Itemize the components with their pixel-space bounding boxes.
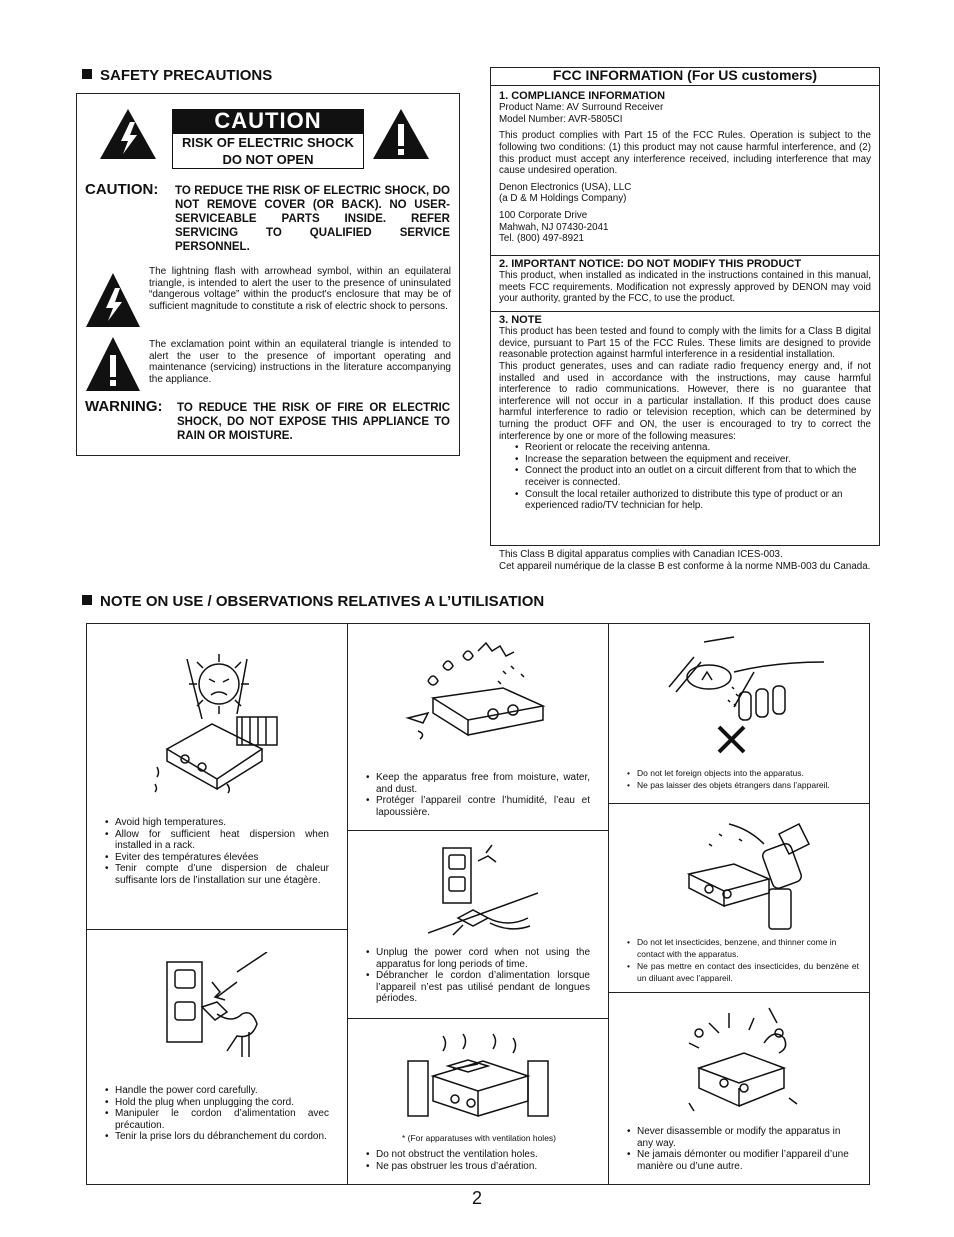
telephone: Tel. (800) 497-8921	[499, 233, 584, 245]
address-line1: 100 Corporate Drive	[499, 209, 588, 221]
heat-text: • Avoid high temperatures. • Allow for sufficient heat dispersion when installed in a rack. • Eviter des températures élevées • Tenir compte d’une dispersion de chaleur suffisante lors de l’installation sur une étagère.	[105, 817, 329, 887]
address-line2: Mahwah, NJ 07430-2041	[499, 221, 609, 233]
safety-heading: SAFETY PRECAUTIONS	[82, 67, 272, 84]
fcc-compliance-section	[491, 86, 879, 256]
exclamation-symbol-icon	[85, 336, 141, 392]
unplug-illustration	[428, 843, 538, 943]
fcc-notice-section	[491, 256, 879, 312]
warning-text: TO REDUCE THE RISK OF FIRE OR ELECTRIC SHOCK, DO NOT EXPOSE THIS APPLIANCE TO RAIN OR MOISTURE.	[177, 402, 450, 442]
caution-banner-subtitle: RISK OF ELECTRIC SHOCK DO NOT OPEN	[172, 133, 364, 169]
vent-text: • Do not obstruct the ventilation holes. • Ne pas obstruer les trous d’aération.	[366, 1149, 590, 1172]
disassemble-illustration	[669, 1003, 819, 1123]
power-cord-illustration	[157, 952, 277, 1062]
exclamation-description: The exclamation point within an equilateral triangle is intended to alert the user to the presence of important operating and maintenance (servicing) instructions in the literature accompanying the appliance.	[149, 339, 451, 385]
fcc-measure: • Connect the product into an outlet on a circuit different from that to which the receiver is connected.	[525, 465, 871, 488]
cord-text: • Handle the power cord carefully. • Hold the plug when unplugging the cord. • Manipuler le cordon d’alimentation avec précaution. • Tenir la prise lors du débranchement du cordon.	[105, 1085, 329, 1143]
note-disassemble-cell	[608, 992, 870, 1185]
product-name: Product Name: AV Surround Receiver	[499, 102, 664, 114]
fcc-s3-text1: This product has been tested and found to comply with the limits for a Class B digital device, pursuant to Part 15 of the FCC Rules. These limits are designed to provide reasonable protection against harmful interference in a residential installation.	[499, 326, 871, 361]
foreign-objects-illustration	[664, 632, 824, 757]
lightning-warning-icon	[99, 108, 157, 160]
fcc-measure: • Reorient or relocate the receiving antenna.	[525, 442, 871, 454]
note-chemical-cell	[608, 803, 870, 993]
canada-fr: Cet appareil numérique de la classe B est conforme à la norme NMB-003 du Canada.	[499, 560, 871, 572]
note-foreign-cell	[608, 623, 870, 804]
fcc-box	[490, 67, 880, 546]
caution-label: CAUTION:	[85, 181, 159, 198]
caution-banner-title: CAUTION	[172, 109, 364, 133]
fcc-note-section	[491, 312, 879, 512]
fcc-s1-title: 1. COMPLIANCE INFORMATION	[499, 89, 666, 102]
canada-compliance	[499, 549, 877, 572]
moisture-illustration	[403, 636, 553, 761]
insecticide-spray-illustration	[669, 814, 819, 932]
fcc-s1-text: This product complies with Part 15 of the FCC Rules. Operation is subject to the following two conditions: (1) this product may not cause harmful interference, and (2) this product must accept any interference received, including interference that may cause undesired operation.	[499, 130, 871, 177]
unplug-text: • Unplug the power cord when not using the apparatus for long periods of time. • Débrancher le cordon d’alimentation lorsque l’appareil n’est pas utilisé pendant de longues périodes.	[366, 947, 590, 1005]
lightning-symbol-icon	[85, 272, 141, 328]
moisture-text: • Keep the apparatus free from moisture, water, and dust. • Protéger l’appareil contre l’humidité, l’eau et lapoussière.	[366, 772, 590, 818]
lightning-description: The lightning flash with arrowhead symbol, within an equilateral triangle, is intended to alert the user to the presence of uninsulated “dangerous voltage” within the product's enclosure that may be of sufficient magnitude to constitute a risk of electric shock to persons.	[149, 266, 451, 312]
notes-heading: NOTE ON USE / OBSERVATIONS RELATIVES A L’UTILISATION	[82, 593, 544, 610]
note-unplug-cell	[347, 830, 609, 1019]
fcc-measure: • Consult the local retailer authorized to distribute this type of product or an experienced radio/TV technician for help.	[525, 489, 871, 512]
fcc-s2-text: This product, when installed as indicated in the instructions contained in this manual, meets FCC requirements. Modification not expressly approved by DENON may void your authority, granted by the FCC, to use the product.	[499, 270, 871, 305]
sun-heat-illustration	[147, 649, 287, 799]
exclamation-warning-icon	[372, 108, 430, 160]
ventilation-illustration	[403, 1031, 553, 1126]
note-vent-cell	[347, 1018, 609, 1185]
company-parent: (a D & M Holdings Company)	[499, 193, 627, 205]
note-cord-cell	[86, 929, 348, 1185]
safety-box	[76, 93, 460, 456]
caution-text: TO REDUCE THE RISK OF ELECTRIC SHOCK, DO NOT REMOVE COVER (OR BACK). NO USER-SERVICEABLE PARTS INSIDE. REFER SERVICING TO QUALIFIED SERVICE PERSONNEL.	[175, 185, 450, 253]
foreign-text: • Do not let foreign objects into the apparatus. • Ne pas laisser des objets étrangers dans l’appareil.	[627, 767, 859, 791]
fcc-s3-text2: This product generates, uses and can radiate radio frequency energy and, if not installed and used in accordance with the instructions, may cause harmful interference to radio communications. However, there is no guarantee that interference will not occur in a particular installation. If this product does cause harmful interference to radio or television reception, which can be determined by turning the product OFF and ON, the user is encouraged to try to correct the interference by one or more of the following measures:	[499, 360, 871, 442]
canada-en: This Class B digital apparatus complies with Canadian ICES-003.	[499, 549, 783, 560]
fcc-s3-title: 3. NOTE	[499, 313, 542, 326]
fcc-heading: FCC INFORMATION (For US customers)	[491, 68, 879, 86]
model-number: Model Number: AVR-5805CI	[499, 113, 623, 125]
company-name: Denon Electronics (USA), LLC	[499, 181, 632, 193]
note-moisture-cell	[347, 623, 609, 831]
fcc-s2-title: 2. IMPORTANT NOTICE: DO NOT MODIFY THIS PRODUCT	[499, 257, 802, 270]
fcc-measure: • Increase the separation between the equipment and receiver.	[525, 454, 871, 466]
warning-label: WARNING:	[85, 398, 163, 415]
chemical-text: • Do not let insecticides, benzene, and thinner come in contact with the apparatus. • Ne pas mettre en contact des insecticides, du benzène et un diluant avec l’appareil.	[627, 936, 859, 984]
note-heat-cell	[86, 623, 348, 930]
vent-note: * (For apparatuses with ventilation holes)	[401, 1133, 557, 1143]
disassemble-text: • Never disassemble or modify the apparatus in any way. • Ne jamais démonter ou modifier l’appareil d’une manière ou d’une autre.	[627, 1126, 859, 1172]
page-number: 2	[471, 1188, 482, 1208]
